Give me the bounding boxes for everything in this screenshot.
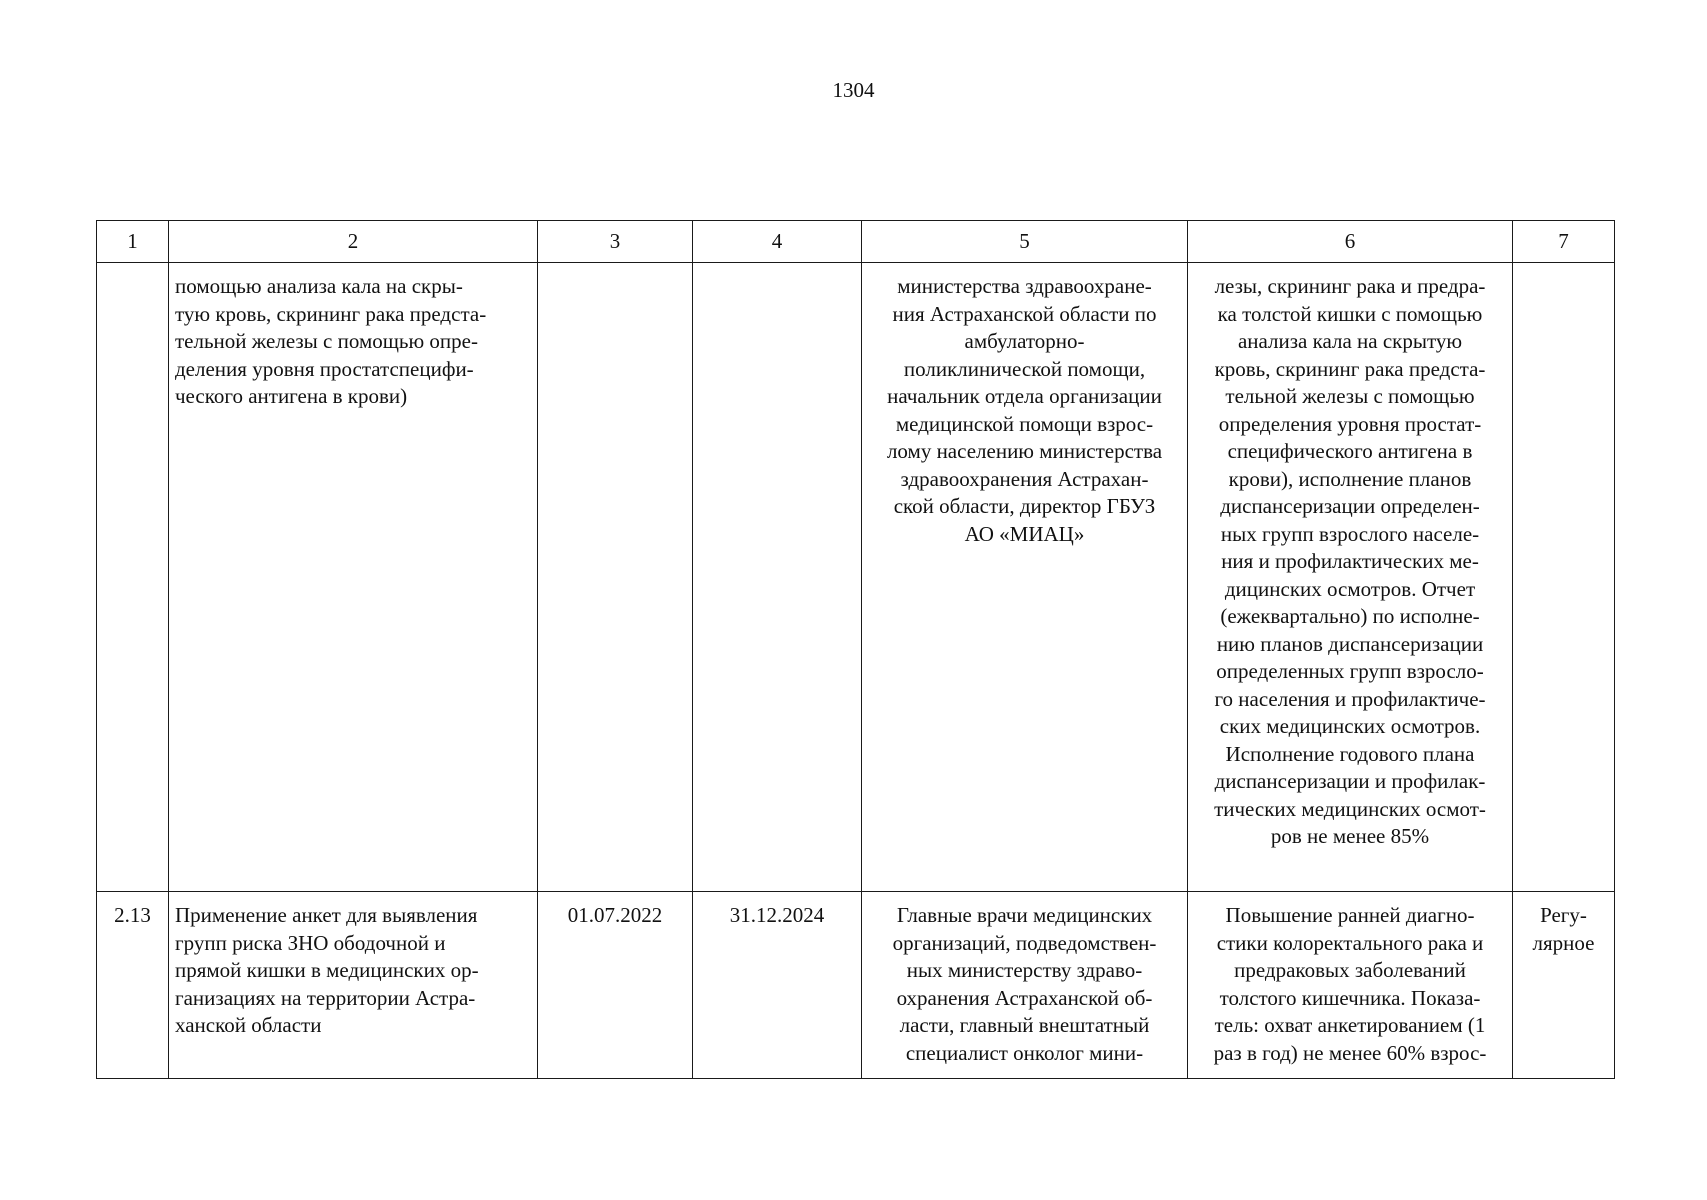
activity-cell: помощью анализа кала на скры- тую кровь, скрининг рака предста- тельной железы с помощью опре- деления уровня простатспецифи- ческого антигена в крови) xyxy=(169,263,538,892)
column-header-5: 5 xyxy=(862,221,1188,263)
column-header-6: 6 xyxy=(1188,221,1513,263)
column-header-2: 2 xyxy=(169,221,538,263)
table-row xyxy=(97,263,1615,892)
activity-table xyxy=(96,220,1615,1079)
responsible-cell: министерства здравоохране- ния Астраханской области по амбулаторно- поликлинической помощи, начальник отдела организации медицинской помощи взрос- лому населению министерства здравоохранения Астрахан- ской области, директор ГБУЗ АО «МИАЦ» xyxy=(862,263,1188,892)
type-cell xyxy=(1513,263,1615,892)
type-cell: Регу- лярное xyxy=(1513,892,1615,1079)
start-date-cell xyxy=(538,263,693,892)
table-row xyxy=(97,892,1615,1079)
responsible-cell: Главные врачи медицинских организаций, подведомствен- ных министерству здраво- охранения Астраханской об- ласти, главный внештатный специалист онколог мини- xyxy=(862,892,1188,1079)
column-header-4: 4 xyxy=(693,221,862,263)
column-header-7: 7 xyxy=(1513,221,1615,263)
end-date-cell: 31.12.2024 xyxy=(693,892,862,1079)
result-cell: лезы, скрининг рака и предра- ка толстой кишки с помощью анализа кала на скрытую кровь, скрининг рака предста- тельной железы с помощью определения уровня простат- специфического антигена в крови), исполнение планов диспансеризации определен- ных групп взрослого населе- ния и профилактических ме- дицинских осмотров. Отчет (ежеквартально) по исполне- нию планов диспансеризации определенных групп взросло- го населения и профилактиче- ских медицинских осмотров. Исполнение годового плана диспансеризации и профилак- тических медицинских осмот- ров не менее 85% xyxy=(1188,263,1513,892)
page-number: 1304 xyxy=(832,78,875,102)
row-number-cell xyxy=(97,263,169,892)
end-date-cell xyxy=(693,263,862,892)
column-header-3: 3 xyxy=(538,221,693,263)
column-number-row xyxy=(97,221,1615,263)
start-date-cell: 01.07.2022 xyxy=(538,892,693,1079)
row-number-cell: 2.13 xyxy=(97,892,169,1079)
activity-cell: Применение анкет для выявления групп риска ЗНО ободочной и прямой кишки в медицинских ор- ганизациях на территории Астра- ханской области xyxy=(169,892,538,1079)
column-header-1: 1 xyxy=(97,221,169,263)
result-cell: Повышение ранней диагно- стики колоректального рака и предраковых заболеваний толстого кишечника. Показа- тель: охват анкетированием (1 раз в год) не менее 60% взрос- xyxy=(1188,892,1513,1079)
